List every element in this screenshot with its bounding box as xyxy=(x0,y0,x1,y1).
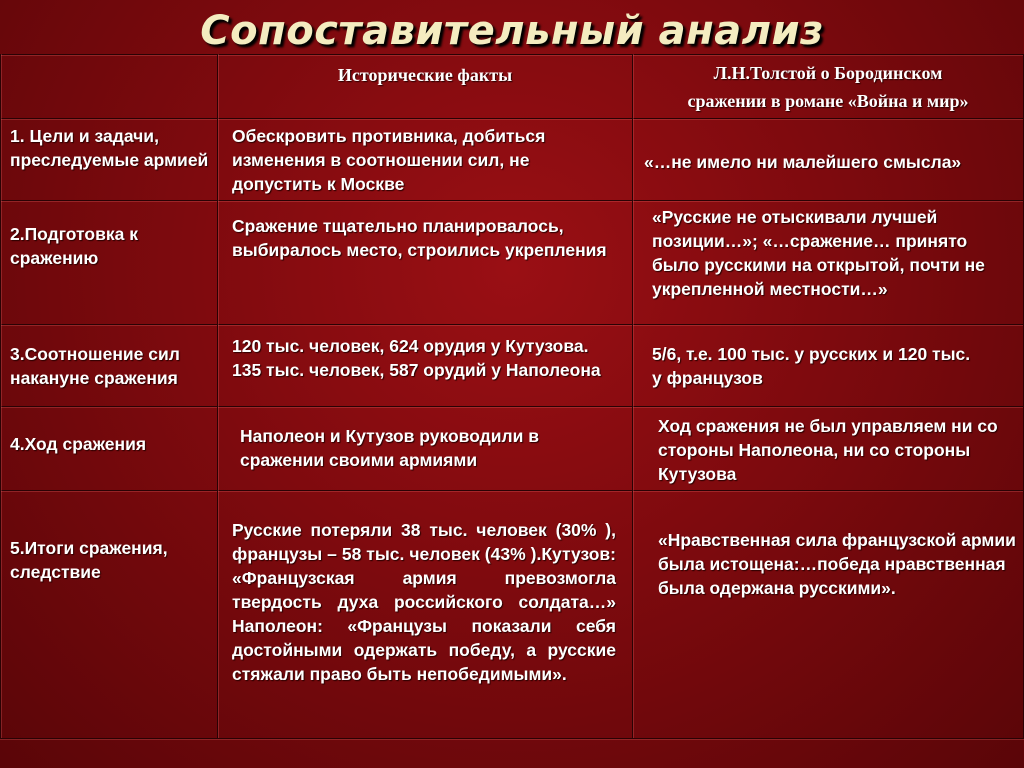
row-label-2: 2.Подготовка к сражению xyxy=(10,224,138,268)
row-tolstoy-5: «Нравственная сила французской армии была истощена:…победа нравственная была одержана русскими». xyxy=(658,530,1016,598)
table-border-top xyxy=(0,54,1024,55)
row-facts-5: Русские потеряли 38 тыс. человек (30% ), французы – 58 тыс. человек (43% ).Кутузов: «Французская армия превозмогла твердость духа российского солдата…» Наполеон: «Французы показали себя достойными одержать победу, а русские стяжали право быть непобедимыми». xyxy=(232,520,616,684)
row-tolstoy-2: «Русские не отыскивали лучшей позиции…»; «…сражение… принято было русскими на открытой, почти не укрепленной местности…» xyxy=(652,207,985,299)
row-divider-4 xyxy=(0,490,1024,491)
row-facts-2: Сражение тщательно планировалось, выбиралось место, строились укрепления xyxy=(232,216,607,260)
row-divider-2 xyxy=(0,324,1024,325)
row-label-3: 3.Соотношение сил накануне сражения xyxy=(10,344,180,388)
table-border-bottom xyxy=(0,738,1024,739)
col-divider-left xyxy=(0,54,1,738)
row-label-4: 4.Ход сражения xyxy=(10,434,147,454)
col-divider-2 xyxy=(632,54,633,738)
row-tolstoy-1: «…не имело ни малейшего смысла» xyxy=(644,152,962,172)
row-facts-1: Обескровить противника, добиться изменения в соотношении сил, не допустить к Москве xyxy=(232,126,546,194)
page-title: Сопоставительный анализ xyxy=(200,8,824,54)
row-label-1: 1. Цели и задачи, преследуемые армией xyxy=(10,126,209,170)
row-label-5: 5.Итоги сражения, следствие xyxy=(10,538,168,582)
col-divider-1 xyxy=(217,54,218,738)
header-tolstoy-line2: сражении в романе «Война и мир» xyxy=(687,91,969,111)
row-facts-4: Наполеон и Кутузов руководили в сражении своими армиями xyxy=(240,426,540,470)
row-tolstoy-3: 5/6, т.е. 100 тыс. у русских и 120 тыс. у французов xyxy=(652,344,971,388)
row-divider-header xyxy=(0,118,1024,119)
row-divider-1 xyxy=(0,200,1024,201)
row-divider-3 xyxy=(0,406,1024,407)
header-facts: Исторические факты xyxy=(337,65,513,85)
row-tolstoy-4: Ход сражения не был управляем ни со стороны Наполеона, ни со стороны Кутузова xyxy=(658,416,998,484)
header-tolstoy-line1: Л.Н.Толстой о Бородинском xyxy=(713,63,943,83)
row-facts-3: 120 тыс. человек, 624 орудия у Кутузова. 135 тыс. человек, 587 орудий у Наполеона xyxy=(232,336,601,380)
